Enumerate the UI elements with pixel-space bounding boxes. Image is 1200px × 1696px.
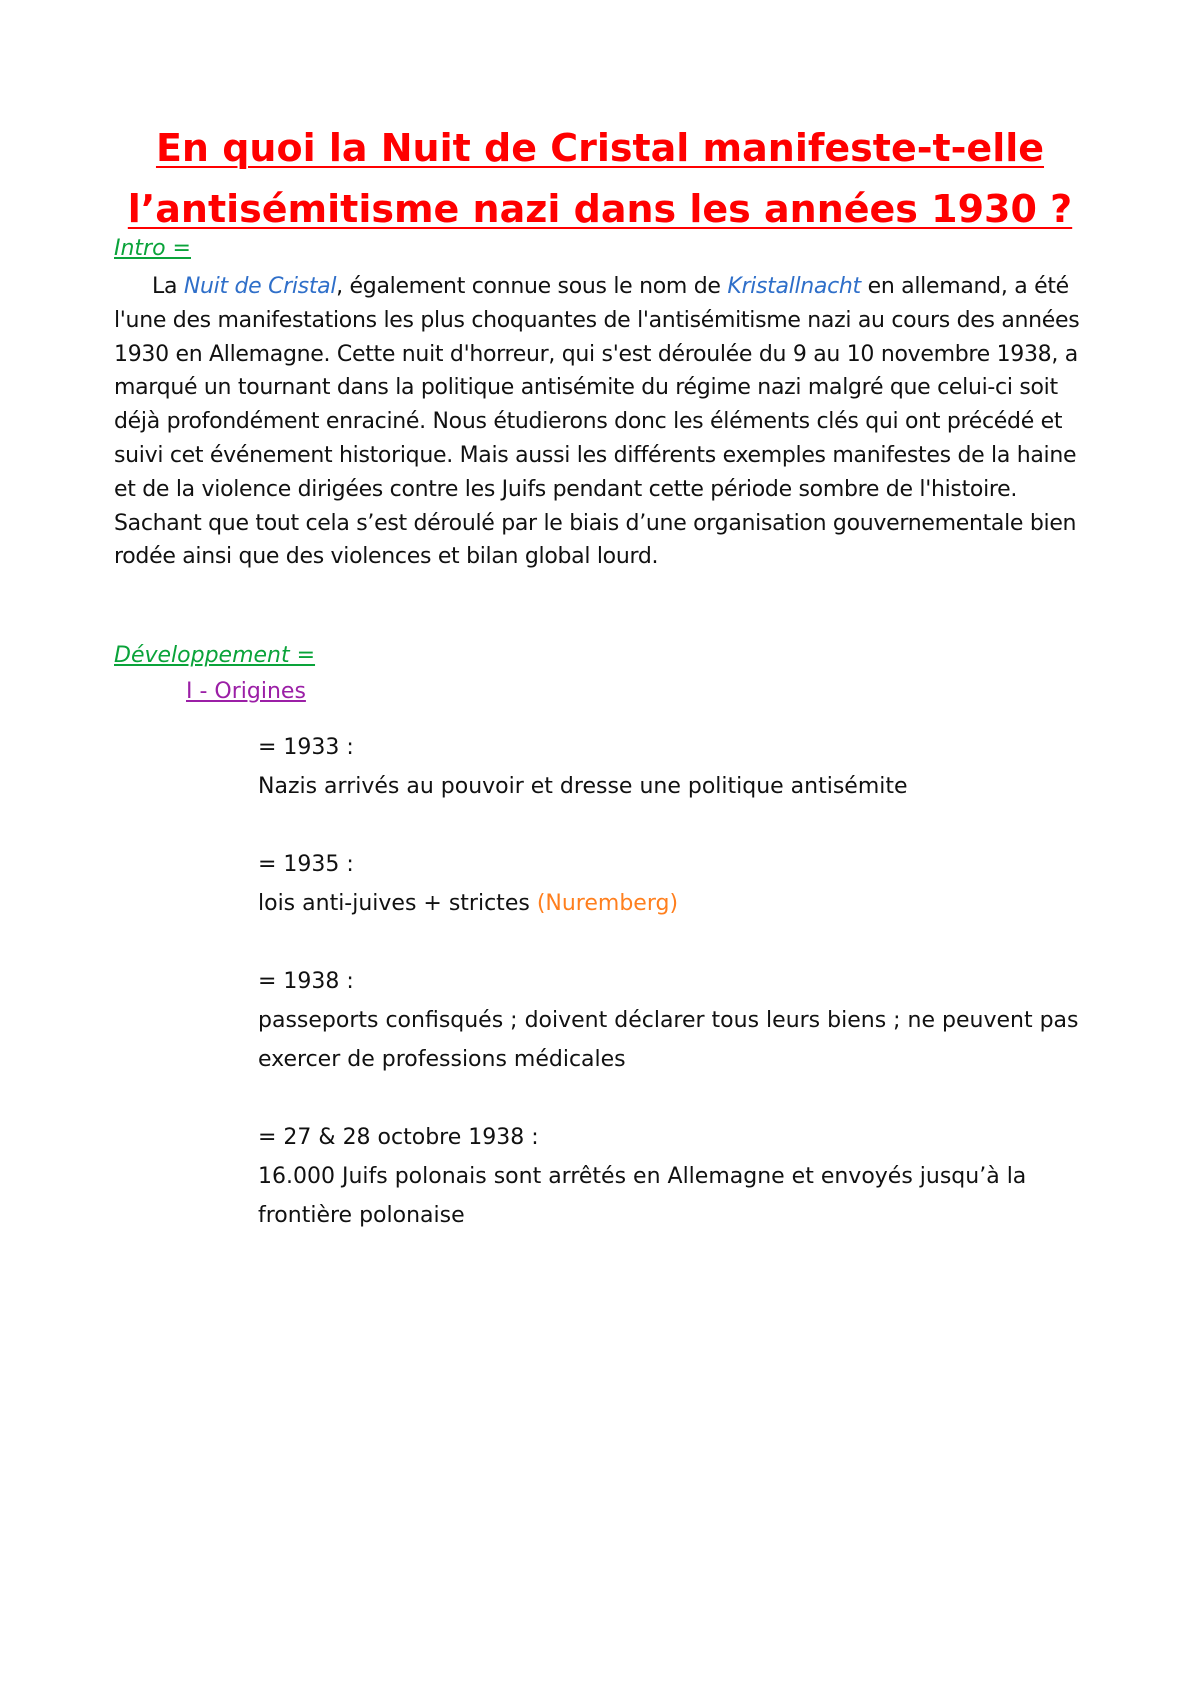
intro-text-part2: , également connue sous le nom de [336, 274, 728, 299]
section-title-origines: I - Origines [186, 679, 306, 704]
timeline-item [258, 728, 1118, 806]
timeline-text [258, 1157, 1118, 1235]
timeline-text [258, 1001, 1118, 1079]
timeline-text-body: Nazis arrivés au pouvoir et dresse une politique antisémite [258, 774, 908, 799]
timeline-text-body: passeports confisqués ; doivent déclarer tous leurs biens ; ne peuvent pas exercer de professions médicales [258, 1008, 1079, 1072]
timeline-date: = 27 & 28 octobre 1938 : [258, 1125, 539, 1150]
timeline-item [258, 962, 1118, 1079]
term-nuit-de-cristal: Nuit de Cristal [183, 274, 337, 299]
timeline-text [258, 884, 1118, 923]
timeline-item [258, 845, 1118, 923]
intro-paragraph [114, 270, 1100, 574]
development-heading: Développement = [114, 643, 316, 668]
page-title: En quoi la Nuit de Cristal manifeste-t-elle l’antisémitisme nazi dans les années 1930 ? [127, 126, 1073, 231]
timeline-date: = 1935 : [258, 852, 354, 877]
intro-text-part3: en allemand, a été l'une des manifestations les plus choquantes de l'antisémitisme nazi au cours des années 1930 en Allemagne. Cette nuit d'horreur, qui s'est déroulée du 9 au 10 novembre 1938, a marqué un tournant dans la politique antisémite du régime nazi malgré que celui-ci soit déjà profondément enraciné. Nous étudierons donc les éléments clés qui ont précédé et suivi cet événement historique. Mais aussi les différents exemples manifestes de la haine et de la violence dirigées contre les Juifs pendant cette période sombre de l'histoire. Sachant que tout cela s’est déroulé par le biais d’une organisation gouvernementale bien rodée ainsi que des violences et bilan global lourd. [114, 274, 1080, 570]
timeline-item [258, 1118, 1118, 1235]
intro-heading: Intro = [114, 236, 191, 261]
timeline-date: = 1933 : [258, 735, 354, 760]
timeline-date: = 1938 : [258, 969, 354, 994]
timeline-note-nuremberg: (Nuremberg) [536, 891, 679, 916]
timeline-text-body: 16.000 Juifs polonais sont arrêtés en Allemagne et envoyés jusqu’à la frontière polonaise [258, 1164, 1027, 1228]
timeline-text [258, 767, 1118, 806]
term-kristallnacht: Kristallnacht [727, 274, 861, 299]
intro-text-part1: La [152, 274, 184, 299]
timeline-text-body: lois anti-juives + strictes [258, 891, 537, 916]
timeline-list [258, 728, 1118, 1274]
